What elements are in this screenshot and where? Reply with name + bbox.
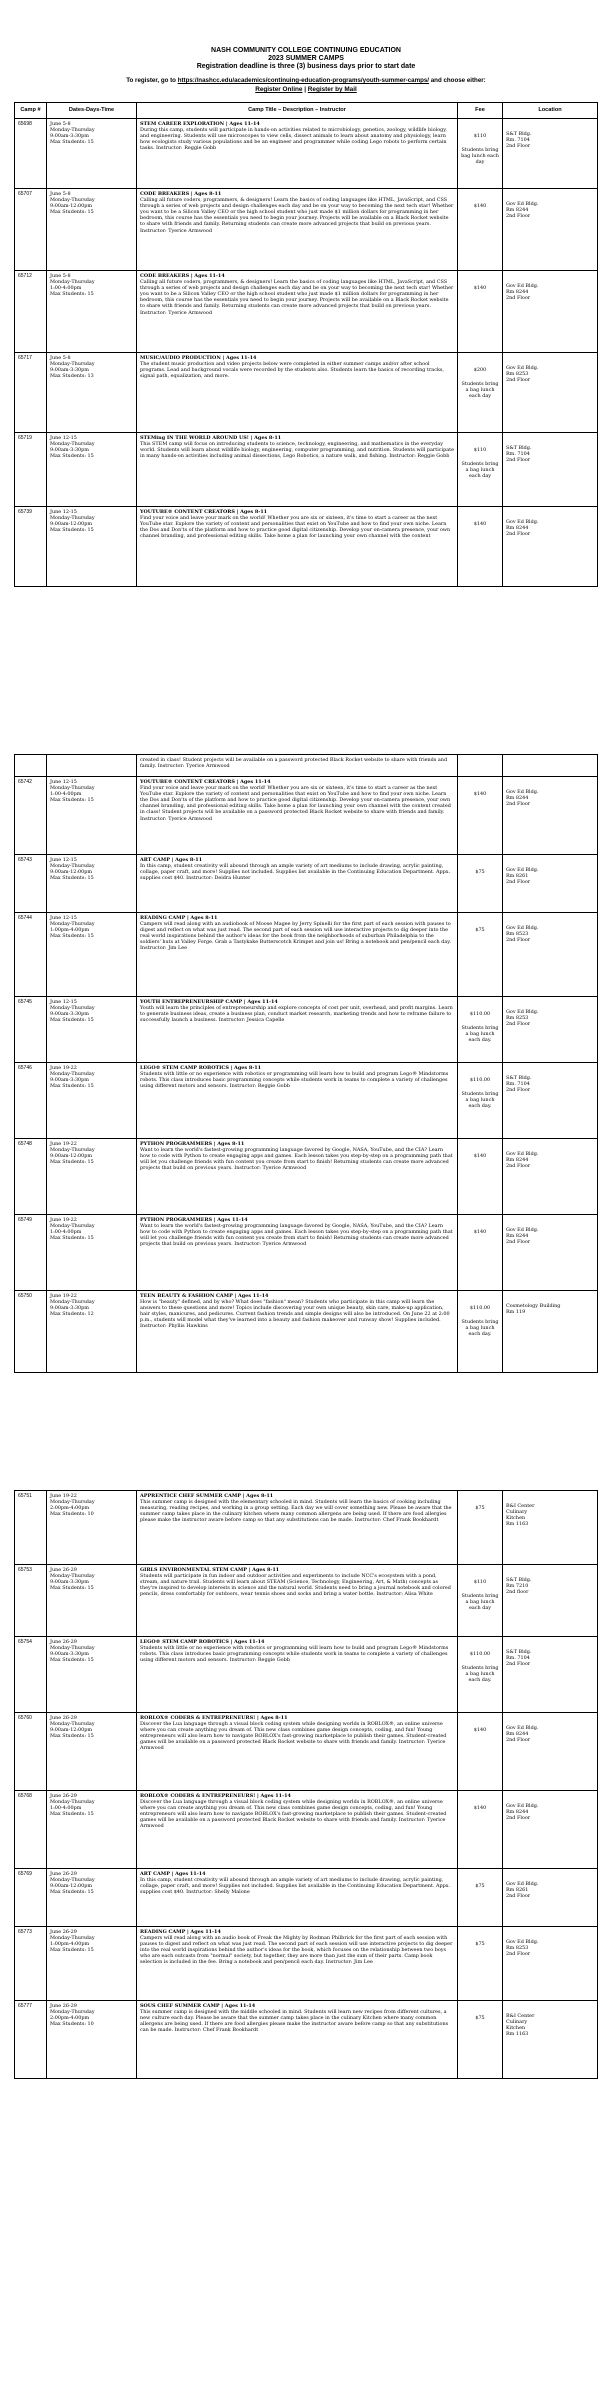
table-row — [15, 855, 598, 913]
camp-fee-note: Students bring a bag lunch each day — [461, 1593, 499, 1612]
table-row — [15, 1713, 598, 1791]
camp-fee-note: Students bring a bag lunch each day. — [461, 1665, 499, 1684]
camp-location-text: B&I Center Culinary Kitchen Rm 1163 — [506, 2013, 535, 2038]
register-prefix: To register, go to — [126, 77, 178, 84]
camp-fee-value: $200 — [473, 367, 487, 373]
camp-location-text: Gov Ed Bldg. Rm 8244 2nd Floor — [506, 201, 539, 220]
col-header-description: Camp Title – Description – Instructor — [137, 103, 458, 119]
camp-fee — [458, 1713, 503, 1791]
camp-description — [137, 997, 458, 1063]
camp-description-text: In this camp, student creativity will abound through an ample variety of art mediums to include drawing, acrylic painting, collage, paper craft, and more! Supplies not included. Supplies list available in the Continuing Education Department. Appx. supplies cost $40. Instructor: Deidra Hunter — [140, 863, 451, 882]
camp-dates-text: June 19-22 Monday-Thursday 9:00am-12:00pm Max Students: 15 — [50, 1141, 95, 1166]
camp-location — [503, 1491, 598, 1565]
camp-dates-text: June 19-22 Monday-Thursday 1:00-4:00pm Max Students: 15 — [50, 1217, 95, 1242]
register-url-link[interactable]: https://nashcc.edu/academics/continuing-education-programs/youth-summer-camps/ — [177, 77, 430, 84]
camp-location — [503, 433, 598, 507]
camp-description-text: Want to learn the world's fastest-growing programming language favored by Google, NASA, YouTube, and the CIA? Learn how to code with Python to create engaging apps and games. Each lesson takes you step-by-step on a programming path that will let you challenge friends with fun content you create from start to finish! Returning students can create more advanced projects that build on previous years. Instructor: Tyerice Armwood — [140, 1223, 453, 1248]
camp-fee — [458, 1791, 503, 1869]
camp-number: 65768 — [15, 1791, 47, 1869]
camp-location — [503, 1791, 598, 1869]
camp-dates-text: June 26-29 Monday-Thursday 2:00pm-4:00pm Max Students: 10 — [50, 2003, 95, 2028]
camp-description — [137, 271, 458, 353]
table-row — [15, 353, 598, 433]
camp-description-text: Youth will learn the principles of entrepreneurship and explore concepts of cost per unit, overhead, and profit margins. Learn to generate business ideas, create a business plan, conduct market research, marketing trends and how to reframe failure to successfully launch a business. Instructor: Jessica Capelle — [140, 1005, 453, 1024]
camp-description — [137, 777, 458, 855]
camp-dates — [47, 1791, 137, 1869]
table-row — [15, 1491, 598, 1565]
camp-number: 65712 — [15, 271, 47, 353]
register-separator: | — [302, 86, 308, 93]
camp-dates — [47, 1927, 137, 2001]
camp-title: ART CAMP | Ages 11-14 — [140, 1871, 206, 1877]
camp-dates-text: June 12-15 Monday-Thursday 1:00-4:00pm Max Students: 15 — [50, 779, 95, 804]
camp-location-text: B&I Center Culinary Kitchen Rm 1163 — [506, 1503, 535, 1528]
camp-location — [503, 1637, 598, 1713]
camp-fee-note: Students bring a bag lunch each day — [461, 461, 499, 480]
camp-title: YOUTUBE® CONTENT CREATORS | Ages 11-14 — [140, 779, 271, 785]
camp-location — [503, 1565, 598, 1637]
camp-location — [503, 1063, 598, 1139]
col-header-fee: Fee — [458, 103, 503, 119]
camp-fee — [458, 1139, 503, 1215]
camp-fee-value: $75 — [475, 2015, 485, 2021]
camp-dates — [47, 755, 137, 777]
camp-description-text: Students will participate in fun indoor and outdoor activities and experiments to include NCC's ecosystem with a pond, stream, and nature trail. Students will learn about STEAM (Science, Technology, Engineering, Art, & Math) concepts as they're inspired to develop interests in science and the natural world. Students need to bring a journal notebook and colored pencils, dress comfortably for outdoors, wear tennis shoes and socks and bring a water bottle. Instructor: Alisa White — [140, 1573, 451, 1598]
camp-dates — [47, 913, 137, 997]
camp-description-text: Calling all future coders, programmers, & designers! Learn the basics of coding languages like HTML, JavaScript, and CSS through a series of web projects and design challenges each day and be on your way to becoming the next tech star! Whether you want to be a Silicon Valley CEO or the high school student who just made $1 million dollars for programming in her bedroom, this course has the essentials you need to begin your journey. Projects will be available on a Black Rocket website to share with friends and family. Returning students can create more advanced projects that build on previous years. Instructor: Tyerice Armwood — [140, 279, 454, 316]
camp-fee — [458, 1063, 503, 1139]
camp-description-text: Want to learn the world's fastest-growing programming language favored by Google, NASA, YouTube, and the CIA? Learn how to code with Python to create engaging apps and games. Each lesson takes you step-by-step on a programming path that will let you challenge friends with fun content you create from start to finish! Returning students can create more advanced projects that build on previous years. Instructor: Tyerice Armwood — [140, 1147, 453, 1172]
camp-fee-value: $110.00 — [469, 1011, 491, 1017]
table-row — [15, 507, 598, 587]
camp-description-text: This summer camp is designed with the middle schooled in mind. Students will learn new recipes from different cultures, a new culture each day. Please be aware that the summer camp takes place in the culinary Kitchen where many common allergens are being used. If there are food allergies please make the instructor aware before camp so that any substitutions can be made. Instructor: Chef Frank Bookhardt — [140, 2009, 449, 2034]
camp-description — [137, 2001, 458, 2079]
camp-number: 65753 — [15, 1565, 47, 1637]
camp-fee-value: $75 — [475, 1505, 485, 1511]
camp-dates — [47, 777, 137, 855]
camp-description — [137, 1791, 458, 1869]
camp-dates-text: June 5-8 Monday-Thursday 9:00am-12:00pm Max Students: 15 — [50, 191, 95, 216]
camp-location-text: Gov Ed Bldg. Rm 8244 2nd Floor — [506, 283, 539, 302]
camp-title: READING CAMP | Ages 11-14 — [140, 1929, 221, 1935]
camp-dates-text: June 19-22 Monday-Thursday 9:00am-3:30pm Max Students: 15 — [50, 1065, 95, 1090]
camp-title: SOUS CHEF SUMMER CAMP | Ages 11-14 — [140, 2003, 256, 2009]
camp-title: STEM CAREER EXPLORATION | Ages 11-14 — [140, 121, 260, 127]
camp-description — [137, 1215, 458, 1291]
camp-dates-text: June 12-15 Monday-Thursday 9:00am-3:30pm Max Students: 15 — [50, 999, 95, 1024]
camp-location-text: Gov Ed Bldg. Rm 8253 2nd Floor — [506, 1939, 539, 1958]
camp-dates — [47, 119, 137, 189]
camp-location — [503, 913, 598, 997]
camp-dates — [47, 855, 137, 913]
camp-fee-value: $140 — [473, 285, 487, 291]
camp-location — [503, 507, 598, 587]
camp-description-text: Find your voice and leave your mark on the world! Whether you are six or sixteen, it's time to start a career as the next YouTube star. Explore the variety of content and personalities that exist on YouTube and how to find your own niche. Learn the Dos and Don'ts of the platform and how to practice good digital citizenship. Develop your on-camera presence, your own channel branding, and professional editing skills. Take home a plan for launching your own channel with the content created in class! Student projects will be available on a password protected Black Rocket website to share with friends and family. Instructor: Tyerice Armwood — [140, 785, 451, 822]
table-row — [15, 997, 598, 1063]
camp-dates-text: June 19-22 Monday-Thursday 9:00am-3:30pm Max Students: 12 — [50, 1293, 95, 1318]
camp-description — [137, 1491, 458, 1565]
camp-fee-note: Students bring a bag lunch each day. — [461, 1025, 499, 1044]
camp-title: CODE BREAKERS | Ages 8-11 — [140, 191, 222, 197]
camp-title: STEMing IN THE WORLD AROUND US! | Ages 8-11 — [140, 435, 282, 441]
camp-location-text: Gov Ed Bldg. Rm 8261 2nd Floor — [506, 1881, 539, 1900]
camp-number: 65749 — [15, 1215, 47, 1291]
camp-fee — [458, 119, 503, 189]
camp-description-text: The student music production and video projects below were completed in either summer camps and/or after school programs. Lead and background vocals were recorded by the students also. Students learn the basics of recording tracks, signal path, equalization, and more. — [140, 361, 444, 380]
camp-description — [137, 1139, 458, 1215]
camp-description — [137, 189, 458, 271]
camp-fee-value: $140 — [473, 1153, 487, 1159]
camp-description — [137, 755, 458, 777]
camp-location-text: S&T Bldg. Rm. 7104 2nd Floor — [506, 445, 532, 464]
camp-location-text: S&T Bldg. Rm. 7104 2nd Floor — [506, 1075, 532, 1094]
camp-number: 65773 — [15, 1927, 47, 2001]
camp-fee — [458, 271, 503, 353]
camp-fee-note: Students bring bag lunch each day — [461, 147, 499, 166]
camps-table-page-2 — [14, 754, 598, 1373]
camp-location — [503, 1713, 598, 1791]
camp-title: MUSIC/AUDIO PRODUCTION | Ages 11-14 — [140, 355, 257, 361]
camp-dates — [47, 1491, 137, 1565]
camp-location — [503, 777, 598, 855]
camp-fee-value: $110 — [473, 133, 487, 139]
camp-description-text: Campers will read along with an audio book of Freak the Mighty by Rodman Philbrick for the first part of each session with pauses to digest and reflect on what was just read. The second part of each session will use interactive projects to dig deeper into the real world inspirations behind the author's ideas for the book, which focuses on the relationship between two boys who are each outcasts from "normal" society, but together, they are more than just the sum of their parts. Camp book selection is included in the fee. Bring a notebook and pen/pencil each day. Instructor: Jim Lee — [140, 1935, 453, 1966]
camp-number: 65754 — [15, 1637, 47, 1713]
camp-fee — [458, 1215, 503, 1291]
camp-location-text: Gov Ed Bldg. Rm 8244 2nd Floor — [506, 519, 539, 538]
table-row — [15, 755, 598, 777]
camp-fee — [458, 1291, 503, 1373]
camp-fee — [458, 913, 503, 997]
camp-dates-text: June 12-15 Monday-Thursday 9:00am-3:30pm Max Students: 15 — [50, 435, 95, 460]
register-instructions — [10, 77, 602, 85]
register-links — [0, 86, 612, 94]
camp-location-text: Gov Ed Bldg. Rm 8244 2nd Floor — [506, 1803, 539, 1822]
camp-title: APPRENTICE CHEF SUMMER CAMP | Ages 8-11 — [140, 1493, 274, 1499]
camp-number: 65750 — [15, 1291, 47, 1373]
table-row — [15, 1927, 598, 2001]
camp-location-text: Gov Ed Bldg. Rm 8244 2nd Floor — [506, 1151, 539, 1170]
camp-location-text: Cosmetology Building Rm 119 — [506, 1303, 561, 1316]
camps-table-page-1 — [14, 102, 598, 587]
table-row — [15, 1215, 598, 1291]
camp-location-text: Gov Ed Bldg. Rm 8253 2nd Floor — [506, 1009, 539, 1028]
camp-description — [137, 1063, 458, 1139]
camp-description-text: Calling all future coders, programmers, & designers! Learn the basics of coding languages like HTML, JavaScript, and CSS through a series of web projects and design challenges each day and be on your way to becoming the next tech star! Whether you want to be a Silicon Valley CEO or the high school student who just made $1 million dollars for programming in her bedroom, this course has the essentials you need to begin your journey. Projects will be available on a Black Rocket website to share with friends and family. Returning students can create more advanced projects that build on previous years. Instructor: Tyerice Armwood — [140, 197, 454, 234]
camp-fee — [458, 2001, 503, 2079]
camp-dates-text: June 26-29 Monday-Thursday 9:00am-12:00pm Max Students: 15 — [50, 1871, 95, 1896]
camp-dates-text: June 26-29 Monday-Thursday 9:00am-3:30pm Max Students: 15 — [50, 1639, 95, 1664]
camp-dates — [47, 2001, 137, 2079]
camp-title: LEGO® STEM CAMP ROBOTICS | Ages 11-14 — [140, 1639, 265, 1645]
camp-description-text: Find your voice and leave your mark on the world! Whether you are six or sixteen, it's time to start a career as the next YouTube star. Explore the variety of content and personalities that exist on YouTube and how to find your own niche. Learn the Dos and Don'ts of the platform and how to practice good digital citizenship. Develop your on-camera presence, your own channel branding, and professional editing skills. Take home a plan for launching your own channel with the content — [140, 515, 451, 540]
col-header-dates: Dates-Days-Time — [47, 103, 137, 119]
camp-fee — [458, 353, 503, 433]
camp-location — [503, 997, 598, 1063]
camp-location — [503, 855, 598, 913]
camp-dates — [47, 433, 137, 507]
camp-location — [503, 2001, 598, 2079]
table-row — [15, 1791, 598, 1869]
camp-description — [137, 1927, 458, 2001]
camp-dates-text: June 26-29 Monday-Thursday 9:00am-12:00pm Max Students: 15 — [50, 1715, 95, 1740]
camp-location-text: S&T Bldg. Rm 7210 2nd floor — [506, 1577, 532, 1596]
camp-location — [503, 119, 598, 189]
camp-dates — [47, 1637, 137, 1713]
camp-fee-value: $140 — [473, 1229, 487, 1235]
camp-location — [503, 1927, 598, 2001]
camp-description — [137, 433, 458, 507]
register-suffix: and choose either: — [429, 77, 486, 84]
camp-description-text: During this camp, students will participate in hands-on activities related to microbiology, genetics, zoology, wildlife biology, and engineering. Students will use microscopes to view cells, dissect animals to learn about anatomy and physiology, learn how ecologists study various populations and be an engineer and programmer while coding Lego robots to perform certain tasks. Instructor: Reggie Gobb — [140, 127, 447, 152]
camp-number: 65744 — [15, 913, 47, 997]
camp-fee — [458, 1565, 503, 1637]
camp-fee-value: $140 — [473, 521, 487, 527]
camps-table-page-3 — [14, 1490, 598, 2079]
camp-location — [503, 189, 598, 271]
camp-description — [137, 1637, 458, 1713]
camp-description-text: created in class! Student projects will be available on a password protected Black Rocket website to share with friends and family. Instructor: Tyerice Armwood — [140, 757, 448, 770]
table-row — [15, 189, 598, 271]
camp-dates — [47, 1565, 137, 1637]
camp-description-text: Students with little or no experience with robotics or programming will learn how to build and program Lego® Mindstorms robots. This class introduces basic programming concepts while students work in teams to complete a variety of challenges using different motors and sensors. Instructor: Reggie Gobb — [140, 1071, 449, 1090]
camp-dates-text: June 12-15 Monday-Thursday 9:00am-12:00pm Max Students: 15 — [50, 509, 95, 534]
camp-fee — [458, 997, 503, 1063]
camp-description-text: Discover the Lua language through a visual block coding system while designing worlds in ROBLOX®, an online universe where you can create anything you dream of. This new class combines game design concepts, coding, and fun! Young entrepreneurs will also learn how to navigate ROBLOX's fast-growing marketplace to publish their games. Student-created games will be available on a password protected Black Rocket website to share with friends and family. Instructor: Tyerice Armwood — [140, 1721, 447, 1752]
camp-title: ART CAMP | Ages 8-11 — [140, 857, 203, 863]
registration-deadline: Registration deadline is three (3) business days prior to start date — [196, 63, 416, 70]
camp-fee-value: $110 — [473, 1579, 487, 1585]
camp-number: 65751 — [15, 1491, 47, 1565]
camp-description — [137, 1869, 458, 1927]
camp-fee — [458, 1491, 503, 1565]
table-row — [15, 1869, 598, 1927]
register-mail-link[interactable]: Register by Mail — [307, 86, 357, 93]
camp-number — [15, 755, 47, 777]
camp-fee-value: $75 — [475, 927, 485, 933]
camp-fee — [458, 755, 503, 777]
camp-number: 65746 — [15, 1063, 47, 1139]
camp-title: READING CAMP | Ages 8-11 — [140, 915, 218, 921]
camp-dates — [47, 353, 137, 433]
table-row — [15, 271, 598, 353]
camp-number: 65743 — [15, 855, 47, 913]
camp-location-text: Gov Ed Bldg. Rm 8261 2nd Floor — [506, 867, 539, 886]
doc-subtitle: 2023 SUMMER CAMPS — [268, 55, 344, 62]
camp-fee — [458, 1869, 503, 1927]
table-row — [15, 777, 598, 855]
camp-fee-value: $110.00 — [469, 1651, 491, 1657]
camp-dates — [47, 1713, 137, 1791]
camp-location-text: Gov Ed Bldg. Rm 8523 2nd Floor — [506, 925, 539, 944]
camp-fee — [458, 1927, 503, 2001]
camp-dates-text: June 5-8 Monday-Thursday 9:00am-3:30pm Max Students: 13 — [50, 355, 95, 380]
camp-fee-value: $110.00 — [469, 1077, 491, 1083]
camp-fee — [458, 777, 503, 855]
table-row — [15, 1291, 598, 1373]
camp-title: ROBLOX® CODERS & ENTREPRENEURS! | Ages 8-11 — [140, 1715, 288, 1721]
camp-title: ROBLOX® CODERS & ENTREPRENEURS! | Ages 11-14 — [140, 1793, 291, 1799]
table-row — [15, 1139, 598, 1215]
table-row — [15, 2001, 598, 2079]
camp-fee-note: Students bring a bag lunch each day. — [461, 1091, 499, 1110]
camp-fee-value: $140 — [473, 203, 487, 209]
camp-location — [503, 1869, 598, 1927]
camp-location — [503, 1139, 598, 1215]
camp-fee-value: $110 — [473, 447, 487, 453]
camp-number: 65698 — [15, 119, 47, 189]
camp-fee-note: Students bring a bag lunch each day — [461, 381, 499, 400]
camp-title: CODE BREAKERS | Ages 11-14 — [140, 273, 225, 279]
camp-title: YOUTH ENTREPRENEURSHIP CAMP | Ages 11-14 — [140, 999, 278, 1005]
camp-number: 65707 — [15, 189, 47, 271]
camp-title: YOUTUBE® CONTENT CREATORS | Ages 8-11 — [140, 509, 268, 515]
table-row — [15, 433, 598, 507]
camp-location-text: Gov Ed Bldg. Rm 8244 2nd Floor — [506, 1725, 539, 1744]
camp-dates — [47, 271, 137, 353]
camp-fee-value: $75 — [475, 1883, 485, 1889]
camp-description — [137, 353, 458, 433]
camp-fee-note: Students bring a bag lunch each day. — [461, 1319, 499, 1338]
table-row — [15, 1637, 598, 1713]
camp-dates-text: June 26-29 Monday-Thursday 1:00pm-4:00pm Max Students: 15 — [50, 1929, 95, 1954]
camp-fee — [458, 855, 503, 913]
camp-fee-value: $110.00 — [469, 1305, 491, 1311]
camp-location — [503, 1291, 598, 1373]
camp-dates-text: June 19-22 Monday-Thursday 2:00pm-4:00pm Max Students: 10 — [50, 1493, 95, 1518]
camp-location — [503, 1215, 598, 1291]
camp-description-text: Students with little or no experience with robotics or programming will learn how to build and program Lego® Mindstorms robots. This class introduces basic programming concepts while students work in teams to complete a variety of challenges using different motors and sensors. Instructor: Reggie Gobb — [140, 1645, 449, 1664]
camp-description-text: Campers will read along with an audiobook of Moose Magee by Jerry Spinelli for the first part of each session with pauses to digest and reflect on what was just read. The second part of each session will use interactive projects to dig deeper into the real world inspirations behind the author's ideas for the book from the neighborhoods of suburban Philadelphia to the soldiers' huts at Valley Forge. Grab a Tastykake Butterscotch Krimpet and join us! Bring a notebook and pen/pencil each day. Instructor: Jim Lee — [140, 921, 451, 952]
camp-dates-text: June 26-29 Monday-Thursday 9:00am-3:30pm Max Students: 15 — [50, 1567, 95, 1592]
camp-dates — [47, 1215, 137, 1291]
camp-location-text: Gov Ed Bldg. Rm 8244 2nd Floor — [506, 1227, 539, 1246]
camp-dates-text: June 12-15 Monday-Thursday 1:00pm-4:00pm Max Students: 15 — [50, 915, 95, 940]
camp-location-text: S&T Bldg. Rm. 7104 2nd Floor — [506, 1649, 532, 1668]
camp-description — [137, 913, 458, 997]
camp-fee-value: $140 — [473, 791, 487, 797]
camp-title: TEEN BEAUTY & FASHION CAMP | Ages 11-14 — [140, 1293, 269, 1299]
camp-dates — [47, 507, 137, 587]
camp-number: 65745 — [15, 997, 47, 1063]
col-header-location: Location — [503, 103, 598, 119]
camp-number: 65739 — [15, 507, 47, 587]
table-row — [15, 1063, 598, 1139]
camp-description — [137, 1565, 458, 1637]
table-row — [15, 1565, 598, 1637]
camp-dates-text: June 5-8 Monday-Thursday 1:00-4:00pm Max Students: 15 — [50, 273, 95, 298]
camp-title: GIRLS ENVIRONMENTAL STEM CAMP | Ages 8-11 — [140, 1567, 280, 1573]
camp-fee-value: $140 — [473, 1727, 487, 1733]
camp-number: 65769 — [15, 1869, 47, 1927]
camp-location — [503, 353, 598, 433]
camp-fee — [458, 189, 503, 271]
camp-fee — [458, 1637, 503, 1713]
camp-description — [137, 1713, 458, 1791]
camp-description — [137, 1291, 458, 1373]
camp-number: 65777 — [15, 2001, 47, 2079]
camp-fee-value: $140 — [473, 1805, 487, 1811]
camp-fee — [458, 433, 503, 507]
camp-dates — [47, 1869, 137, 1927]
camp-description-text: How is "beauty" defined, and by who? What does "fashion" mean? Students who participate in this camp will learn the answers to these questions and more! Topics include discovering your own unique beauty, skin care, make-up application, hair styles, manicures, and pedicures. Current fashion trends and simple designs will also be introduced. On June 22 at 2:00 p.m., students will model what they've learned into a beauty and fashion makeover and runway show! Supplies included. Instructor: Phyllis Hawkins — [140, 1299, 450, 1330]
camp-number: 65748 — [15, 1139, 47, 1215]
camp-dates-text: June 12-15 Monday-Thursday 9:00am-12:00pm Max Students: 15 — [50, 857, 95, 882]
table-row — [15, 119, 598, 189]
camp-location — [503, 755, 598, 777]
camp-dates — [47, 1063, 137, 1139]
camp-description-text: This STEM camp will focus on introducing students to science, technology, engineering, and mathematics in the everyday world. Students will learn about wildlife biology, engineering, computer programming, and nutrition. Students will participate in many hands-on activities including animal dissections, Lego Robotics, a nature walk, and fishing. Instructor: Reggie Gobb — [140, 441, 455, 460]
camp-fee — [458, 507, 503, 587]
camp-location-text: Gov Ed Bldg. Rm 8253 2nd Floor — [506, 365, 539, 384]
doc-title: NASH COMMUNITY COLLEGE CONTINUING EDUCATION — [211, 47, 401, 54]
camp-description — [137, 855, 458, 913]
camp-title: PYTHON PROGRAMMERS | Ages 11-14 — [140, 1217, 248, 1223]
camp-title: PYTHON PROGRAMMERS | Ages 8-11 — [140, 1141, 245, 1147]
camp-dates — [47, 1291, 137, 1373]
register-online-link[interactable]: Register Online — [255, 86, 303, 93]
camp-fee-value: $75 — [475, 1941, 485, 1947]
camp-number: 65742 — [15, 777, 47, 855]
camp-location — [503, 271, 598, 353]
camp-dates — [47, 189, 137, 271]
camp-title: LEGO® STEM CAMP ROBOTICS | Ages 8-11 — [140, 1065, 262, 1071]
camp-description-text: This summer camp is designed with the elementary schooled in mind. Students will learn the basics of cooking including measuring, reading recipes, and working in a group setting. Each day we will cover something new. Please be aware that the summer camp takes place in the culinary kitchen where many common allergens are being used. If there are food allergies please make the instructor aware before camp so that any substitutions can be made. Instructor: Chef Frank Bookhardt — [140, 1499, 452, 1524]
camp-description-text: Discover the Lua language through a visual block coding system while designing worlds in ROBLOX®, an online universe where you can create anything you dream of. This new class combines game design concepts, coding, and fun! Young entrepreneurs will also learn how to navigate ROBLOX's fast-growing marketplace to publish their games. Student-created games will be available on a password protected Black Rocket website to share with friends and family. Instructor: Tyerice Armwood — [140, 1799, 447, 1830]
camp-location-text: Gov Ed Bldg. Rm 8244 2nd Floor — [506, 789, 539, 808]
camp-dates — [47, 997, 137, 1063]
camp-description — [137, 507, 458, 587]
camp-dates — [47, 1139, 137, 1215]
camp-description — [137, 119, 458, 189]
col-header-camp-num: Camp # — [15, 103, 47, 119]
camp-dates-text: June 26-29 Monday-Thursday 1:00-4:00pm Max Students: 15 — [50, 1793, 95, 1818]
camp-fee-value: $75 — [475, 869, 485, 875]
camp-number: 65760 — [15, 1713, 47, 1791]
table-row — [15, 913, 598, 997]
camp-number: 65717 — [15, 353, 47, 433]
camp-description-text: In this camp, student creativity will abound through an ample variety of art mediums to include drawing, acrylic painting, collage, paper craft, and more! Supplies not included. Supplies list available in the Continuing Education Department. Appx. supplies cost $40. Instructor: Shelly Malone — [140, 1877, 451, 1896]
camp-dates-text: June 5-8 Monday-Thursday 9:00am-3:30pm Max Students: 15 — [50, 121, 95, 146]
camp-number: 65719 — [15, 433, 47, 507]
camp-location-text: S&T Bldg. Rm. 7104 2nd Floor — [506, 131, 532, 150]
